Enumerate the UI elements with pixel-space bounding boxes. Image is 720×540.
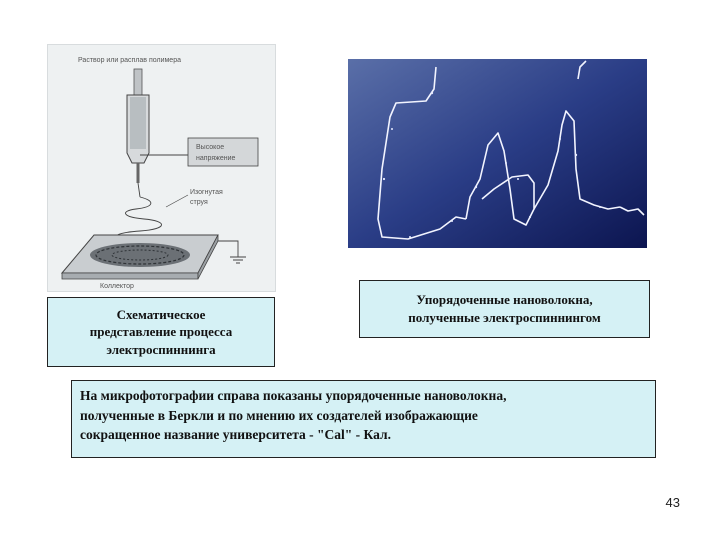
note-line: сокращенное название университета - "Cal" - Кал. bbox=[80, 427, 391, 443]
schematic-drawing bbox=[48, 45, 275, 291]
note-line: На микрофотографии справа показаны упорядоченные нановолокна, bbox=[80, 388, 507, 403]
page-number: 43 bbox=[665, 495, 680, 510]
nanofiber-micrograph bbox=[348, 59, 647, 248]
collector-plate-edge bbox=[62, 273, 198, 279]
label-jet-2: струя bbox=[190, 199, 208, 206]
label-high-voltage-1: Высокое bbox=[196, 144, 225, 151]
syringe-fluid bbox=[130, 97, 146, 149]
explanation-note bbox=[71, 380, 656, 458]
straight-jet bbox=[138, 183, 140, 197]
label-jet-1: Изогнутая bbox=[190, 189, 223, 196]
syringe-plunger bbox=[134, 69, 142, 95]
schematic-caption-line: электроспиннинга bbox=[106, 341, 216, 357]
micrograph-image bbox=[348, 59, 647, 248]
micrograph-caption bbox=[359, 280, 650, 338]
schematic-caption-line: представление процесса bbox=[89, 324, 233, 340]
label-collector: Коллектор bbox=[100, 283, 134, 290]
label-solution: Раствор или расплав полимера bbox=[78, 57, 181, 64]
schematic-caption bbox=[47, 297, 275, 367]
label-high-voltage-2: напряжение bbox=[196, 155, 236, 162]
fiber-mat bbox=[90, 243, 190, 267]
syringe-needle bbox=[137, 163, 140, 183]
micrograph-background bbox=[348, 59, 647, 248]
schematic-caption-line: Схематическое bbox=[116, 306, 206, 322]
micrograph-caption-line: полученные электроспиннингом bbox=[408, 310, 601, 325]
note-line: полученные в Беркли и по мнению их создателей изображающие bbox=[80, 407, 478, 423]
electrospinning-schematic bbox=[47, 44, 276, 292]
micrograph-caption-line: Упорядоченные нановолокна, bbox=[416, 292, 593, 308]
jet-leader-line bbox=[166, 195, 188, 207]
ground-wire bbox=[218, 241, 238, 257]
